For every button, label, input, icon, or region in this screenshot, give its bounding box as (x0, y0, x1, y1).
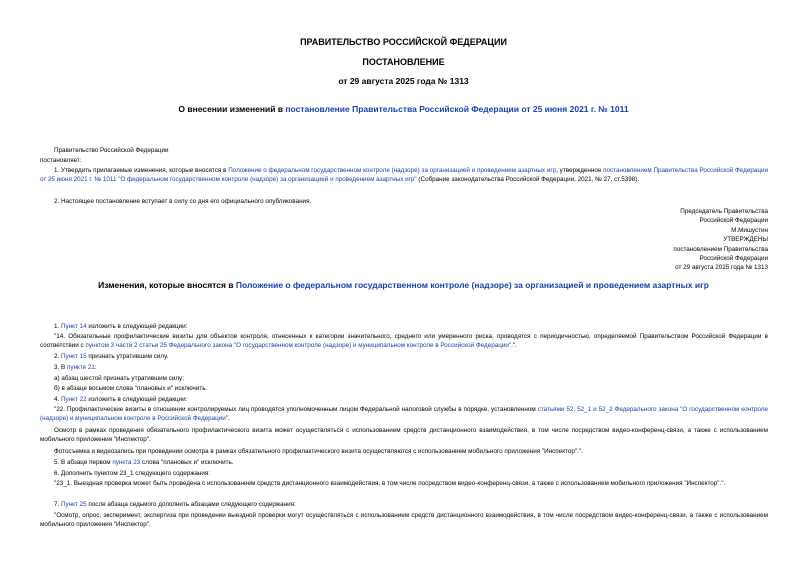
regulation-link[interactable]: Положение о федеральном государственном контроле (надзоре) за организацией и проведением азартных игр (228, 167, 557, 174)
item-1-quote: "14. Обязательные профилактические визиты для объектов контроля, отнесенных к категории значительного, среднего или умеренного риска, проводятся с периодичностью, определяемой Правительством Российской Федерации в соответствии с пунктом 3 части 2 статьи 25 Федерального закона "О государственном контроле (надзоре) и муниципальном контроле в Российской Федерации".". (40, 333, 768, 350)
item-7-quote: "Осмотр, опрос, эксперимент, экспертиза при проведении выездной проверки могут осуществляться с использованием средств дистанционного взаимодействия, в том числе посредством видео-конференц-связи, а также с использованием мобильного приложения "Инспектор". (40, 512, 768, 529)
item-6: 6. Дополнить пунктом 23_1 следующего содержания: (54, 470, 211, 477)
item-4-paragraph-2: Осмотр в рамках проведения обязательного профилактического визита может осуществляться с использованием средств дистанционного взаимодействия, в том числе посредством видео-конференц-связи, а также с использованием мобильного приложения "Инспектор". (40, 427, 768, 444)
government-header: ПРАВИТЕЛЬСТВО РОССИЙСКОЙ ФЕДЕРАЦИИ (300, 37, 507, 47)
item-7-link[interactable]: Пункт 25 (61, 501, 87, 508)
changes-title-link[interactable]: Положение о федеральном государственном контроле (надзоре) за организацией и проведением азартных игр (235, 280, 709, 290)
intro-paragraph-2: 2. Настоящее постановление вступает в силу со дня его официального опубликования. (54, 198, 312, 205)
item-5-link[interactable]: пункта 23 (112, 459, 141, 466)
item-1-link[interactable]: Пункт 14 (61, 323, 87, 330)
item-3-sub-a: а) абзац шестой признать утратившим силу; (54, 375, 184, 382)
item-4: 4. Пункт 22 изложить в следующей редакции: (54, 396, 188, 403)
changes-title: Изменения, которые вносятся в Положение о федеральном государственном контроле (надзоре) за организацией и проведением азартных игр (98, 280, 709, 290)
signature-position: Председатель Правительства (680, 208, 768, 215)
item-1: 1. Пункт 14 изложить в следующей редакции: (54, 323, 188, 330)
intro-line-1: Правительство Российской Федерации (54, 147, 169, 154)
item-1-quote-link[interactable]: пунктом 3 части 2 статьи 25 Федерального закона "О государственном контроле (надзоре) и муниципальном контроле в Российской Федерации" (85, 342, 512, 350)
item-5: 5. В абзаце первом пункта 23 слова "плановых и" исключить. (54, 459, 234, 466)
signature-country: Российской Федерации (699, 217, 768, 225)
approved-date: от 29 августа 2025 года № 1313 (675, 264, 768, 272)
approved-country: Российской Федерации (699, 255, 768, 263)
item-4-quote: "22. Профилактические визиты в отношении контролируемых лиц проводятся уполномоченным лицом Федеральной налоговой службы в порядке, установленном статьями 52, 52_1 и 52_2 Федерального закона "О государственном контроле (надзоре) и муниципальном контроле в Российской Федерации". (40, 406, 768, 423)
approved-by: постановлением Правительства (673, 245, 768, 253)
document-type: ПОСТАНОВЛЕНИЕ (362, 57, 445, 67)
approved-label: УТВЕРЖДЕНЫ (723, 236, 768, 244)
item-4-link[interactable]: Пункт 22 (61, 396, 87, 403)
item-2-link[interactable]: Пункт 15 (61, 353, 87, 360)
document-date: от 29 августа 2025 года № 1313 (338, 76, 469, 86)
intro-line-2: постановляет: (40, 157, 82, 164)
item-4-quote-link[interactable]: статьями 52, 52_1 и 52_2 Федерального закона "О государственном контроле (надзоре) и муниципальном контроле в Российской Федерации" (40, 406, 768, 423)
intro-paragraph-1: 1. Утвердить прилагаемые изменения, которые вносятся в Положение о федеральном государственном контроле (надзоре) за организацией и проведением азартных игр, утвержденное постановлением Правительства Российской Федерации от 25 июня 2021 г. № 1011 "О федеральном государственном контроле (надзоре) за организацией и проведением азартных игр" (Собрание законодательства Российской Федерации, 2021, № 27, ст.5398). (40, 167, 768, 184)
item-3-link[interactable]: пункте 21 (66, 364, 95, 371)
signature-name: М.Мишустин (731, 226, 768, 234)
item-2: 2. Пункт 15 признать утратившим силу. (54, 353, 169, 360)
title-link[interactable]: постановление Правительства Российской Федерации от 25 июня 2021 г. № 1011 (285, 104, 629, 114)
resolution-link[interactable]: постановлением Правительства Российской Федерации от 25 июня 2021 г. № 1011 "О федеральном государственном контроле (надзоре) за организацией и проведением азартных игр" (40, 167, 768, 184)
signature-block (673, 207, 768, 273)
item-4-paragraph-3: Фотосъемка и видеозапись при проведении осмотра в рамках обязательного профилактического визита осуществляются с использованием мобильного приложения "Инспектор".". (54, 448, 583, 455)
item-6-quote: "23_1. Выездная проверка может быть проведена с использованием средств дистанционного взаимодействия, в том числе посредством видео-конференц-связи, а также с использованием мобильного приложения "Инспектор".". (54, 480, 726, 487)
item-7: 7. Пункт 25 после абзаца седьмого дополнить абзацами следующего содержания: (54, 501, 296, 508)
item-3: 3. В пункте 21: (54, 364, 97, 371)
document-title: О внесении изменений в постановление Правительства Российской Федерации от 25 июня 2021 г. № 1011 (178, 104, 629, 114)
item-3-sub-b: б) в абзаце восьмом слова "плановых и" исключить. (54, 385, 208, 392)
